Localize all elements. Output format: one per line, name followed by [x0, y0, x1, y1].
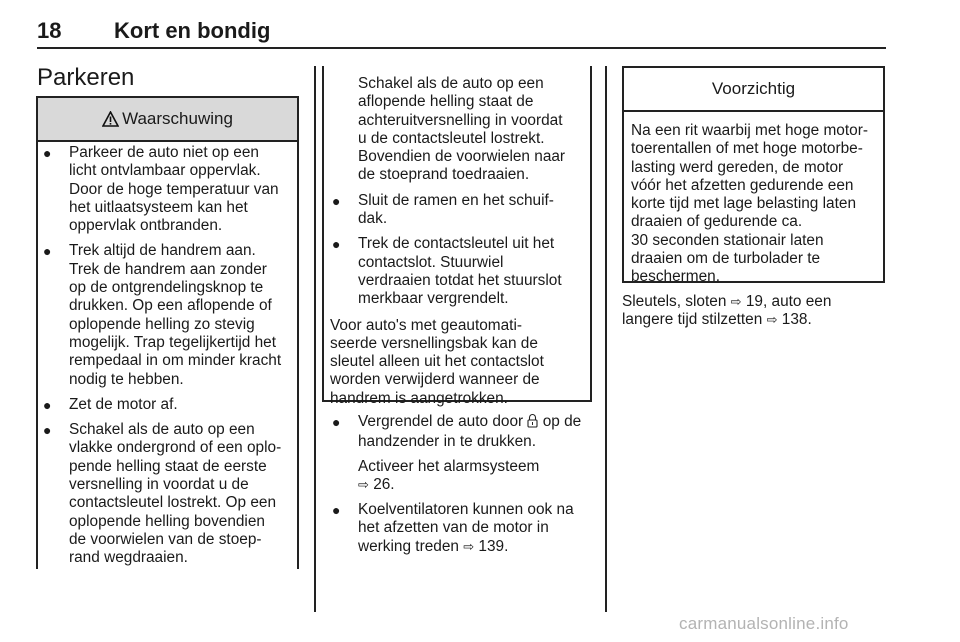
bullet: ● — [332, 236, 341, 253]
list-item — [332, 192, 588, 229]
list-item — [332, 501, 594, 556]
list-item-text: Sluit de ramen en het schuif- dak. — [358, 191, 554, 228]
list-item — [332, 413, 594, 452]
bullet: ● — [332, 502, 341, 519]
list-item-text: Trek de contactsleutel uit het contactslot. Stuurwiel verdraaien totdat het stuurslot merkbaar vergrendelt. — [358, 235, 562, 308]
column-divider-right — [605, 66, 607, 612]
caution-box-title: Voorzichtig — [711, 79, 796, 98]
automatic-gearbox-note: Voor auto's met geautomati- seerde versnellingsbak kan de sleutel alleen uit het contactslot worden verwijderd wanneer de handrem is aangetrokken. — [330, 316, 544, 407]
bullet: ● — [43, 422, 52, 439]
continued-text: Schakel als de auto op een aflopende helling staat de achteruitversnelling in voordat u de contactsleutel lostrekt. Bovendien de voorwielen naar de stoeprand toedraaien. — [358, 75, 566, 184]
list-item-text: Zet de motor af. — [69, 395, 178, 413]
header-rule — [37, 47, 886, 49]
list-item-text: Vergrendel de auto door op de handzender in te drukken. — [358, 413, 582, 451]
caution-box-header — [624, 68, 883, 112]
section-title: Parkeren — [37, 64, 135, 91]
page-ref[interactable]: 19 — [745, 293, 763, 310]
page-ref[interactable]: 139. — [478, 537, 509, 555]
warning-triangle-icon — [102, 111, 119, 127]
bullet: ● — [43, 243, 52, 260]
warning-continued-content — [332, 75, 588, 408]
page-ref[interactable]: 26. — [373, 475, 395, 493]
column-divider-left — [314, 66, 316, 612]
references-text: Sleutels, sloten ⇨ 19, auto een langere tijd stilzetten ⇨ 138. — [622, 293, 832, 329]
watermark: carmanualsonline.info — [679, 614, 849, 633]
list-item-text: Koelventilatoren kunnen ook na het afzetten van de motor in werking treden ⇨ 139. — [358, 501, 574, 555]
list-item — [43, 144, 295, 235]
bullet: ● — [332, 414, 341, 430]
page-ref[interactable]: 138. — [781, 311, 812, 329]
list-item — [43, 242, 295, 388]
list-item-text: Schakel als de auto op een vlakke ondergrond of een oplo- pende helling staat de eerste versnelling in voordat u de contactsleutel lostrekt. Op een oplopende helling bovendien de voorwielen van de stoep- rand wegdraaien. — [69, 421, 282, 567]
warning-box-header — [38, 98, 297, 142]
list-item-text: Parkeer de auto niet op een licht ontvlambaar oppervlak. Door de hoge temperatuur van het uitlaatsysteem kan het oppervlak ontbranden. — [69, 144, 279, 235]
lock-icon — [527, 413, 538, 433]
list-item — [43, 421, 295, 567]
page-ref-arrow-icon: ⇨ — [358, 476, 369, 492]
list-item-text: Trek altijd de handrem aan. Trek de handrem aan zonder op de ontgrendelingsknop te drukken. Op een aflopende of oplopende helling zo stevig mogelijk. Trap tegelijkertijd het rempedaal in om minder kracht nodig te hebben. — [69, 242, 282, 388]
list-item — [43, 396, 295, 414]
column2-body — [332, 413, 594, 556]
page-ref-arrow-icon: ⇨ — [766, 312, 778, 328]
warning-list — [43, 144, 295, 575]
warning-box — [36, 96, 299, 569]
bullet: ● — [332, 192, 341, 209]
page-ref-arrow-icon: ⇨ — [463, 538, 475, 554]
warning-box-title: Waarschuwing — [122, 109, 233, 128]
caution-box — [622, 66, 885, 286]
list-item — [332, 235, 588, 308]
page-ref-arrow-icon: ⇨ — [730, 294, 742, 309]
chapter-title: Kort en bondig — [114, 18, 271, 43]
caution-text: Na een rit waarbij met hoge motor- toerentallen of met hoge motorbe- lasting werd gereden, de motor vóór het afzetten gedurende een korte tijd met lage belasting laten draaien of gedurende ca. 30 seconden stationair laten draaien om de turbolader te beschermen. — [631, 122, 868, 286]
bullet: ● — [43, 396, 52, 413]
page-number: 18 — [37, 18, 62, 43]
bullet: ● — [43, 145, 52, 161]
alarm-text: Activeer het alarmsysteem ⇨ 26. — [358, 457, 540, 493]
